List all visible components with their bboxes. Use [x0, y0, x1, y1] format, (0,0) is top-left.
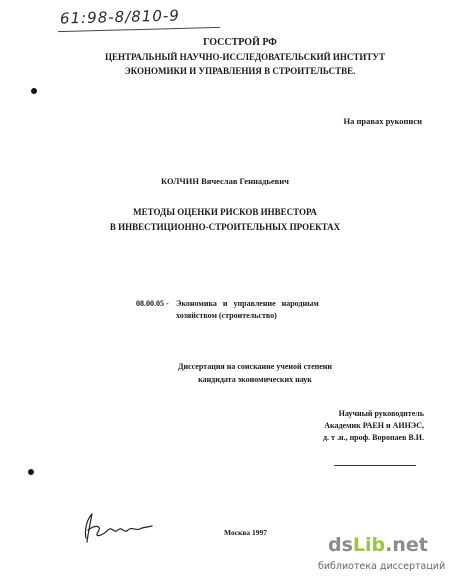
- specialty-code: 08.00.05 -: [136, 299, 169, 308]
- degree-line-1: Диссертация на соискание ученой степени: [177, 362, 333, 371]
- institute-line-2: ЭКОНОМИКИ И УПРАВЛЕНИЯ В СТРОИТЕЛЬСТВЕ.: [124, 66, 356, 76]
- signature-icon: [78, 508, 158, 548]
- specialty-text-line-2: хозяйством (строительство): [176, 311, 277, 320]
- manuscript-note: На правах рукописи: [343, 116, 422, 126]
- dslib-logo: [328, 534, 428, 556]
- punch-hole-top: [31, 88, 37, 94]
- header-block: [0, 36, 450, 78]
- degree-line-2: кандидата экономических наук: [198, 375, 312, 384]
- logo-net: .net: [385, 534, 428, 556]
- dissertation-degree: [0, 360, 450, 386]
- dslib-watermark[interactable]: [318, 534, 446, 578]
- logo-ds: ds: [328, 534, 353, 556]
- author-name: КОЛЧИН Вячеслав Геннадьевич: [161, 176, 289, 186]
- supervisor-block: [323, 408, 424, 444]
- logo-lib: Lib: [352, 534, 386, 556]
- handwritten-code: 61:98-8/810-9: [59, 6, 181, 28]
- title-line-2: В ИНВЕСТИЦИОННО-СТРОИТЕЛЬНЫХ ПРОЕКТАХ: [109, 222, 341, 232]
- signature-rule: [334, 465, 416, 466]
- title-line-1: МЕТОДЫ ОЦЕНКИ РИСКОВ ИНВЕСТОРА: [133, 207, 317, 217]
- city-year: Москва 1997: [224, 528, 268, 537]
- dissertation-title: [0, 205, 450, 235]
- org-name: ГОССТРОЙ РФ: [203, 37, 277, 48]
- specialty-text-line-1: Экономика и управление народным: [176, 299, 319, 308]
- punch-hole-bottom: [28, 469, 34, 475]
- dslib-subtitle: библиотека диссертаций: [318, 561, 446, 572]
- supervisor-line-3: д. т .н., проф. Воропаев В.И.: [322, 433, 424, 442]
- supervisor-line-1: Научный руководитель: [338, 409, 424, 418]
- supervisor-line-2: Академик РАЕН и АИНЭС,: [324, 421, 424, 430]
- handwritten-underline: [58, 27, 220, 32]
- institute-line-1: ЦЕНТРАЛЬНЫЙ НАУЧНО-ИССЛЕДОВАТЕЛЬСКИЙ ИНСТИТУТ: [104, 52, 386, 62]
